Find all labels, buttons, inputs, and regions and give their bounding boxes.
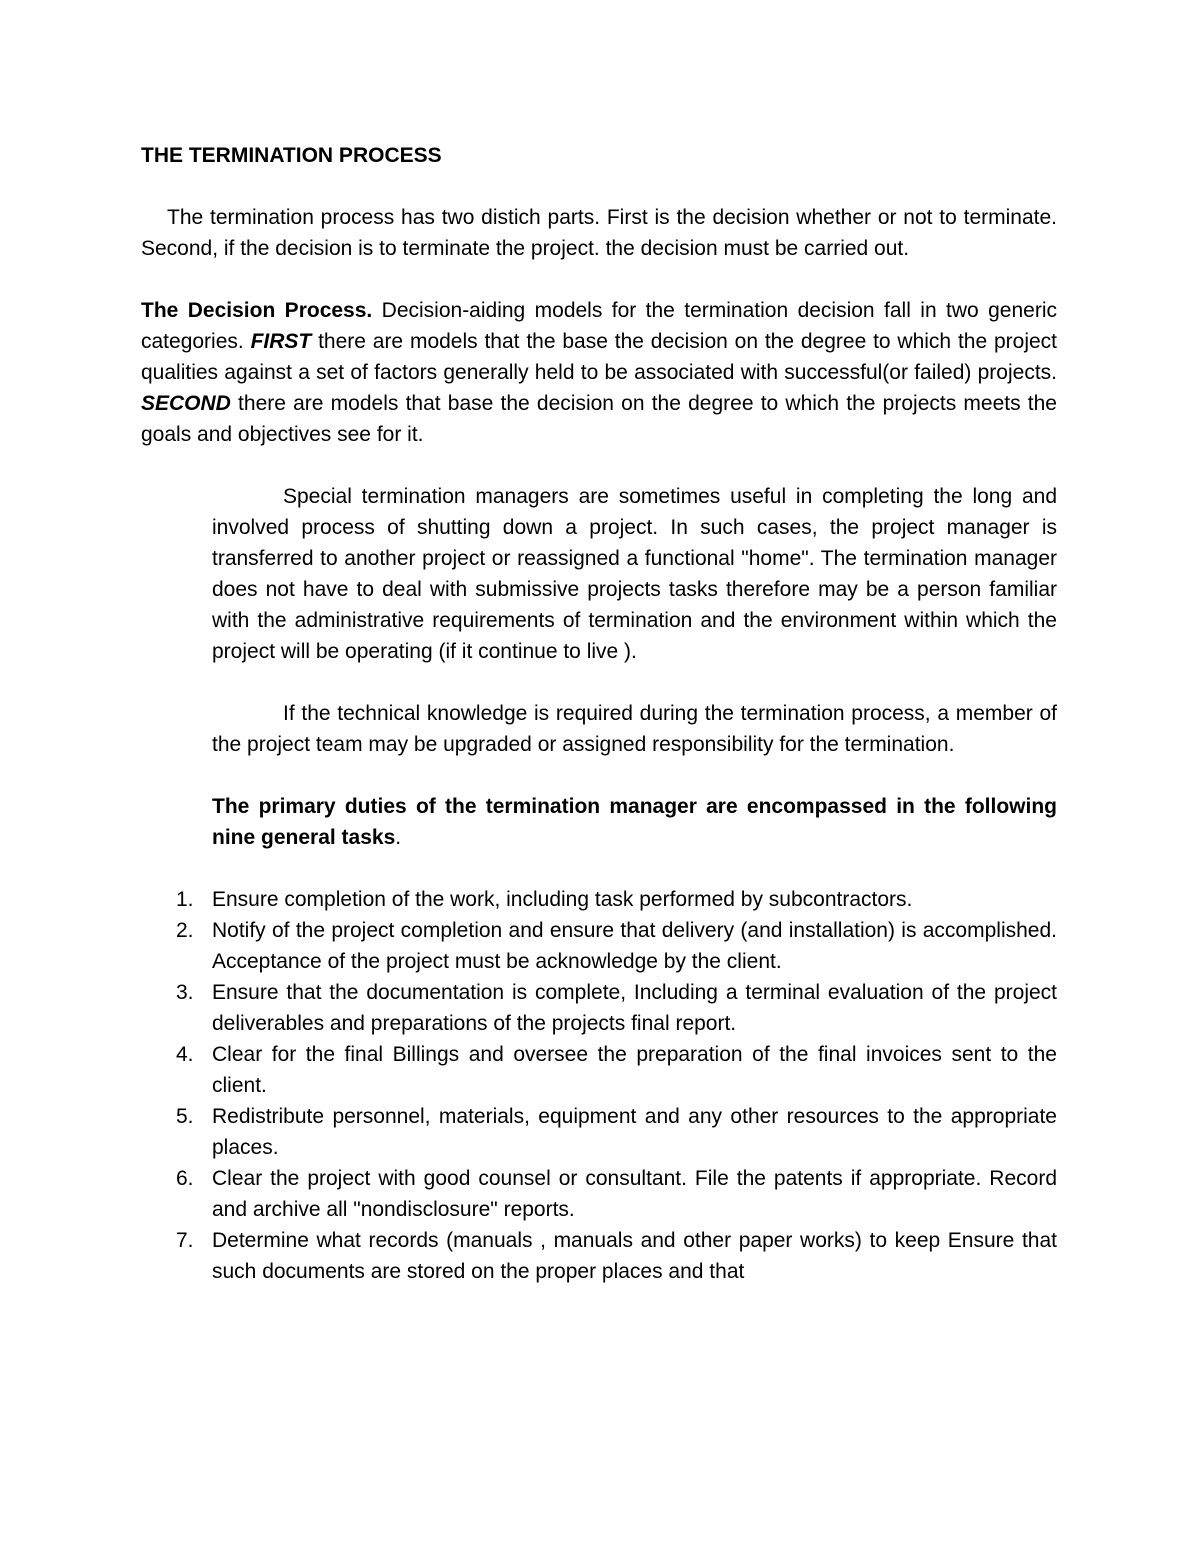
duties-heading-text: The primary duties of the termination manager are encompassed in the following nine general tasks (212, 795, 1057, 849)
list-item-number: 7. (176, 1229, 194, 1252)
list-item-text: Redistribute personnel, materials, equipment and any other resources to the appropriate places. (212, 1105, 1057, 1159)
list-item (176, 915, 1057, 977)
decision-process-heading: The Decision Process. (141, 299, 373, 322)
intro-paragraph: The termination process has two distich parts. First is the decision whether or not to terminate. Second, if the decision is to terminate the project. the decision must be carried out. (141, 206, 1057, 260)
list-item-text: Determine what records (manuals , manuals and other paper works) to keep Ensure that such documents are stored on the proper places and that (212, 1229, 1057, 1283)
list-item-text: Clear for the final Billings and oversee the preparation of the final invoices sent to the client. (212, 1043, 1057, 1097)
second-label: SECOND (141, 392, 231, 415)
decision-process-text-3: there are models that base the decision on the degree to which the projects meets the goals and objectives see for it. (141, 392, 1057, 446)
list-item (176, 1039, 1057, 1101)
duties-heading (212, 791, 1057, 853)
list-item-number: 4. (176, 1043, 194, 1066)
list-item-number: 3. (176, 981, 194, 1004)
list-item-text: Clear the project with good counsel or consultant. File the patents if appropriate. Record and archive all "nondisclosure" reports. (212, 1167, 1057, 1221)
technical-knowledge-paragraph: If the technical knowledge is required during the termination process, a member of the project team may be upgraded or assigned responsibility for the termination. (212, 702, 1057, 756)
tasks-list (141, 884, 1057, 1287)
list-item-text: Notify of the project completion and ensure that delivery (and installation) is accomplished. Acceptance of the project must be acknowledge by the client. (212, 919, 1057, 973)
list-item (176, 1101, 1057, 1163)
document-title: THE TERMINATION PROCESS (141, 144, 442, 167)
decision-process-paragraph (141, 295, 1057, 450)
list-item-number: 1. (176, 888, 194, 911)
document-content (141, 140, 1057, 1287)
list-item-number: 6. (176, 1167, 194, 1190)
list-item (176, 977, 1057, 1039)
list-item-text: Ensure that the documentation is complete, Including a terminal evaluation of the project deliverables and preparations of the projects final report. (212, 981, 1057, 1035)
duties-heading-period: . (395, 826, 402, 849)
list-item-number: 2. (176, 919, 194, 942)
list-item (176, 884, 1057, 915)
list-item (176, 1163, 1057, 1225)
special-managers-paragraph: Special termination managers are sometimes useful in completing the long and involved process of shutting down a project. In such cases, the project manager is transferred to another project or reassigned a functional "home". The termination manager does not have to deal with submissive projects tasks therefore may be a person familiar with the administrative requirements of termination and the environment within which the project will be operating (if it continue to live ). (212, 485, 1057, 663)
decision-process-text-1: Decision-aiding models for the termination decision fall in two generic categories. (141, 299, 1057, 353)
decision-process-text-2: there are models that the base the decision on the degree to which the project qualities against a set of factors generally held to be associated with successful(or failed) projects. (141, 330, 1058, 384)
list-item (176, 1225, 1057, 1287)
list-item-number: 5. (176, 1105, 194, 1128)
first-label: FIRST (250, 330, 312, 353)
list-item-text: Ensure completion of the work, including task performed by subcontractors. (212, 888, 913, 911)
